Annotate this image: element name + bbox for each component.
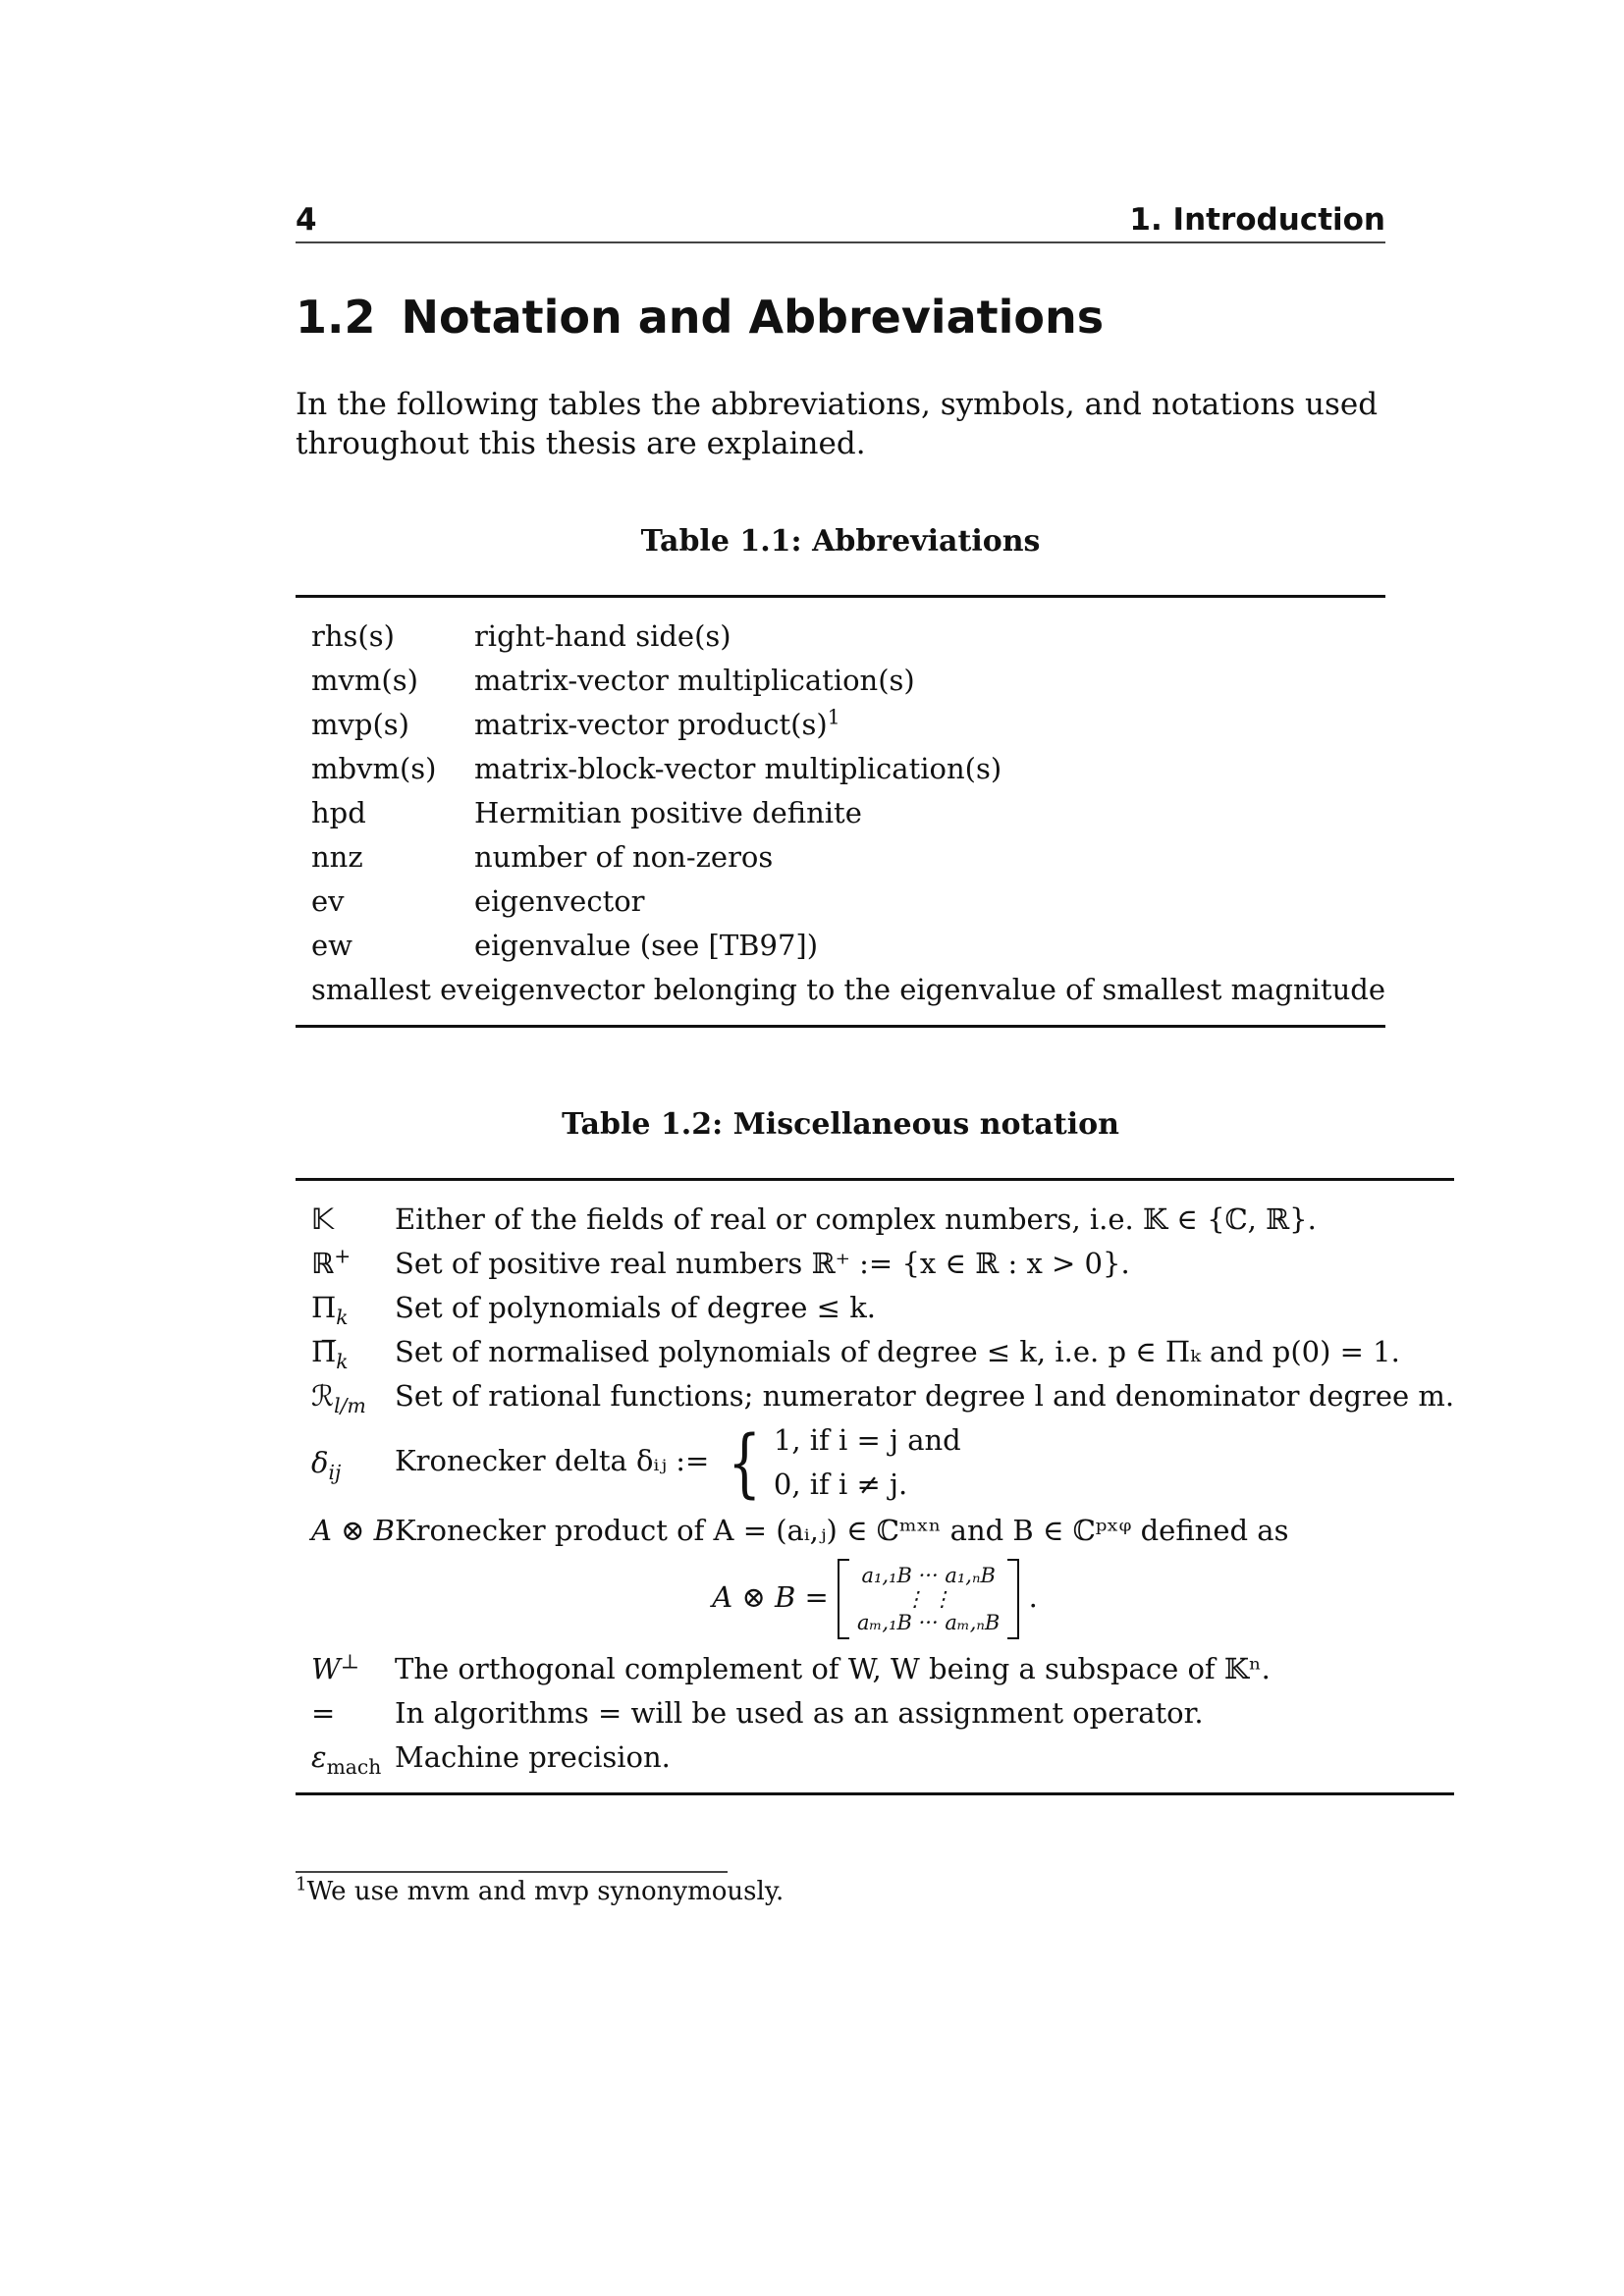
description xyxy=(395,1417,1454,1508)
abbreviation: mvm(s) xyxy=(311,663,418,697)
description: In algorithms = will be used as an assignment operator. xyxy=(395,1695,1204,1730)
right-bracket xyxy=(1007,1559,1019,1639)
symbol-sub: k xyxy=(336,1349,349,1373)
description: Set of polynomials of degree ≤ k. xyxy=(395,1290,876,1324)
symbol-base: W xyxy=(311,1651,341,1685)
table-row xyxy=(296,790,1385,834)
meaning-text: number of non-zeros xyxy=(473,839,774,874)
case-1: 1, if i = j and xyxy=(773,1423,961,1457)
display-equation xyxy=(296,1552,1454,1646)
symbol: 𝕂 xyxy=(311,1201,334,1236)
table-row xyxy=(296,1735,1454,1794)
cases xyxy=(719,1418,961,1507)
table-row xyxy=(296,1180,1454,1242)
symbol-sup: + xyxy=(334,1243,352,1267)
meaning-text: matrix-vector multiplication(s) xyxy=(473,663,915,697)
symbol-base: ℝ xyxy=(311,1246,335,1280)
symbol-base: Π̅ xyxy=(311,1334,337,1368)
description: The orthogonal complement of W, W being a subspace of 𝕂ⁿ. xyxy=(395,1651,1271,1685)
matrix-row-1: a₁,₁B ··· a₁,ₙB xyxy=(861,1564,996,1587)
table-row xyxy=(296,1690,1454,1735)
description: Machine precision. xyxy=(395,1739,671,1774)
symbol: = xyxy=(311,1695,336,1730)
abbreviation: hpd xyxy=(311,795,366,829)
abbreviation-meaning xyxy=(474,967,1385,1027)
block-matrix xyxy=(838,1559,1019,1639)
section-heading xyxy=(296,291,1104,344)
table-row xyxy=(296,1285,1454,1329)
abbreviation-meaning xyxy=(474,746,1385,790)
matrix-row-3: aₘ,₁B ··· aₘ,ₙB xyxy=(857,1611,1001,1634)
abbreviation-meaning xyxy=(474,658,1385,702)
matrix-row-2: ⋮ ⋮ xyxy=(904,1587,953,1611)
abbreviation: ew xyxy=(311,928,352,962)
table-row xyxy=(296,702,1385,746)
table-1-caption: Table 1.1: Abbreviations xyxy=(640,524,1041,559)
abbreviation-meaning xyxy=(474,923,1385,967)
description: Set of rational functions; numerator degree l and denominator degree m. xyxy=(395,1378,1455,1413)
abbreviation: ev xyxy=(311,883,345,918)
symbol: A ⊗ B xyxy=(311,1513,395,1547)
meaning-text: eigenvector belonging to the eigenvalue of smallest magnitude xyxy=(473,972,1385,1006)
abbreviation-meaning xyxy=(474,702,1385,746)
abbreviation: rhs(s) xyxy=(311,618,395,653)
meaning-text: matrix-block-vector multiplication(s) xyxy=(473,751,1002,785)
table-row xyxy=(296,597,1385,659)
table-row xyxy=(296,746,1385,790)
table-row xyxy=(296,1329,1454,1373)
table-row xyxy=(296,1373,1454,1417)
abbreviation-meaning xyxy=(474,834,1385,879)
symbol-sub: mach xyxy=(326,1754,382,1779)
table-row xyxy=(296,923,1385,967)
meaning-text: right-hand side(s) xyxy=(473,618,731,653)
description: Set of normalised polynomials of degree ≤ k, i.e. p ∈ Πₖ and p(0) = 1. xyxy=(395,1334,1400,1368)
abbreviations-table xyxy=(296,595,1385,1028)
symbol-sub: l/m xyxy=(334,1393,366,1417)
abbreviation-meaning xyxy=(474,597,1385,659)
abbreviation: mvp(s) xyxy=(311,707,409,741)
meaning-text: eigenvalue (see [TB97]) xyxy=(473,928,819,962)
abbreviation: mbvm(s) xyxy=(311,751,437,785)
table-row xyxy=(296,1646,1454,1690)
symbol xyxy=(296,1417,395,1508)
symbol xyxy=(296,1373,395,1417)
meaning-text: eigenvector xyxy=(473,883,645,918)
intro-paragraph: In the following tables the abbreviations, symbols, and notations used throughout this thesis are explained. xyxy=(296,387,1379,461)
symbol-base: ε xyxy=(311,1739,327,1774)
equation-end: . xyxy=(1028,1580,1038,1614)
symbol xyxy=(296,1285,395,1329)
abbreviation-meaning xyxy=(474,879,1385,923)
left-bracket xyxy=(838,1559,849,1639)
table-row xyxy=(296,1552,1454,1646)
table-2-caption: Table 1.2: Miscellaneous notation xyxy=(562,1107,1119,1142)
symbol xyxy=(296,1241,395,1285)
running-header xyxy=(296,200,1385,243)
delta-text: Kronecker delta δᵢⱼ := xyxy=(395,1444,710,1477)
symbol xyxy=(296,1646,395,1690)
section-number: 1.2 xyxy=(296,291,376,344)
page-number: 4 xyxy=(296,202,317,238)
abbreviation-meaning xyxy=(474,790,1385,834)
description: Set of positive real numbers ℝ⁺ := {x ∈ ℝ : x > 0}. xyxy=(395,1246,1130,1280)
description: Either of the fields of real or complex numbers, i.e. 𝕂 ∈ {ℂ, ℝ}. xyxy=(395,1201,1317,1236)
table-row xyxy=(296,1417,1454,1508)
footnote xyxy=(296,1874,785,1906)
table-row xyxy=(296,658,1385,702)
symbol-sub: ij xyxy=(328,1460,342,1484)
footnote-mark: 1 xyxy=(296,1874,307,1896)
misc-notation-table xyxy=(296,1178,1454,1795)
brace: { xyxy=(727,1418,761,1506)
footnote-text: We use mvm and mvp synonymously. xyxy=(306,1877,785,1906)
abbreviation: nnz xyxy=(311,839,363,874)
symbol-sub: k xyxy=(336,1305,349,1329)
meaning-text: matrix-vector product(s) xyxy=(473,707,828,741)
meaning-text: Hermitian positive definite xyxy=(473,795,862,829)
table-row xyxy=(296,879,1385,923)
table-row xyxy=(296,967,1385,1027)
footnote-ref: 1 xyxy=(827,704,840,728)
symbol xyxy=(296,1735,395,1794)
equation-lhs: A ⊗ B = xyxy=(712,1580,829,1614)
symbol-base: ℛ xyxy=(311,1378,335,1413)
table-row xyxy=(296,1241,1454,1285)
description: Kronecker product of A = (aᵢ,ⱼ) ∈ ℂᵐˣⁿ and B ∈ ℂᵖˣᵠ defined as xyxy=(395,1513,1289,1547)
chapter-title: 1. Introduction xyxy=(1129,202,1385,238)
case-2: 0, if i ≠ j. xyxy=(773,1468,908,1501)
section-title: Notation and Abbreviations xyxy=(401,291,1105,344)
symbol-sup: ⊥ xyxy=(340,1648,359,1673)
symbol xyxy=(296,1329,395,1373)
footnote-rule xyxy=(296,1871,728,1873)
table-row xyxy=(296,834,1385,879)
abbreviation: smallest ev xyxy=(311,972,473,1006)
symbol-base: δ xyxy=(311,1446,329,1479)
symbol-base: Π xyxy=(311,1290,337,1324)
table-row xyxy=(296,1508,1454,1552)
